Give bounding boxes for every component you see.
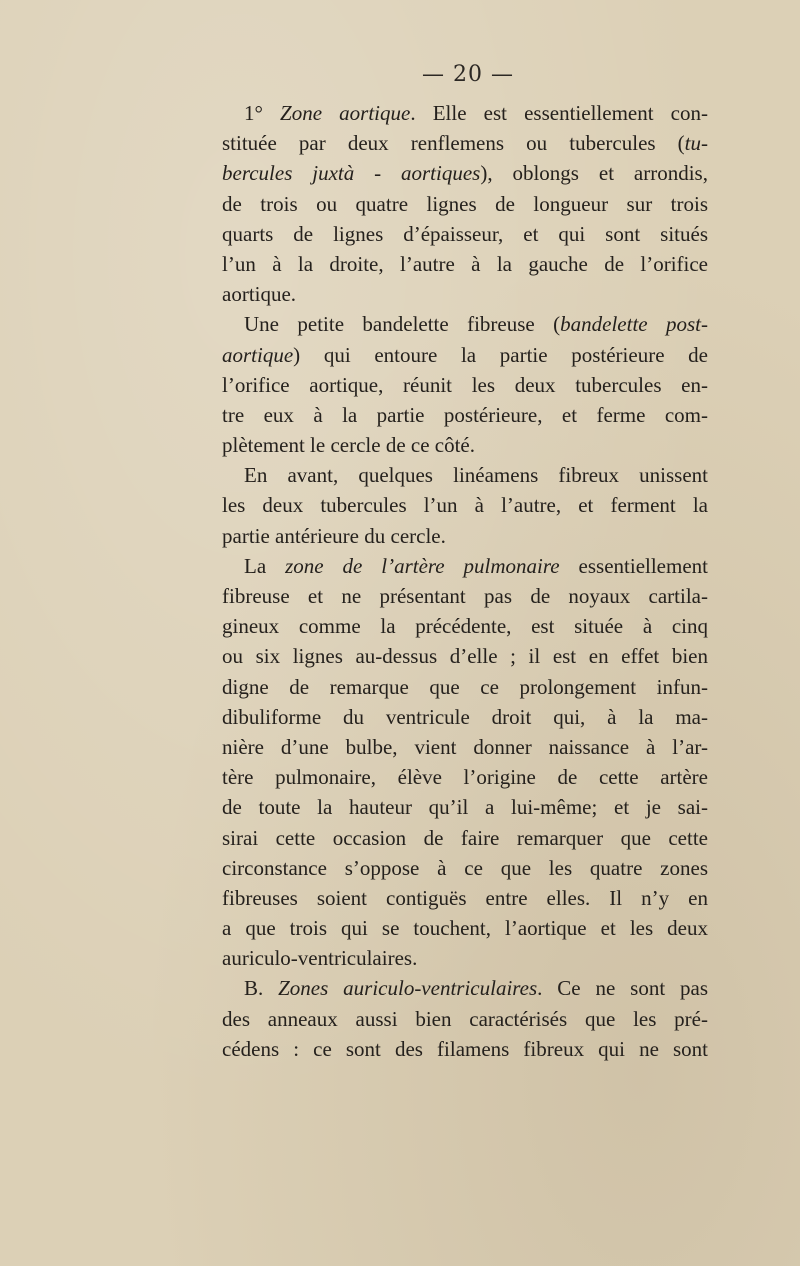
text-segment: sirai cette occasion de faire remarquer que cette	[222, 825, 708, 850]
text-line	[222, 672, 708, 702]
text-line	[222, 823, 708, 853]
body-text	[222, 98, 708, 1064]
paragraph	[222, 460, 708, 551]
text-segment: gineux comme la précédente, est située à cinq	[222, 614, 708, 639]
text-line	[222, 189, 708, 219]
text-line	[222, 460, 708, 490]
text-segment: dibuliforme du ventricule droit qui, à la ma-	[222, 704, 708, 729]
text-line	[222, 128, 708, 158]
text-line	[222, 340, 708, 370]
text-segment: stituée par deux renflemens ou tubercules (	[222, 131, 685, 156]
text-segment: 1°	[244, 101, 281, 125]
text-line	[222, 158, 708, 188]
text-segment: digne de remarque que ce prolongement infun-	[222, 674, 708, 699]
text-segment: ou six lignes au-dessus d’elle ; il est en effet bien	[222, 644, 708, 669]
text-line	[222, 943, 708, 973]
text-line	[222, 309, 708, 339]
text-segment: des anneaux aussi bien caractérisés que les pré-	[222, 1006, 708, 1031]
text-segment: partie antérieure du cercle.	[222, 523, 446, 548]
text-segment: auriculo-ventriculaires.	[222, 946, 418, 971]
text-line	[222, 430, 708, 460]
text-segment: fibreuses soient contiguës entre elles. Il n’y en	[222, 885, 708, 910]
italic-segment: zone de l’artère pulmonaire	[285, 553, 560, 578]
text-line	[222, 1004, 708, 1034]
text-line	[222, 521, 708, 551]
text-segment: ) qui entoure la partie postérieure de	[293, 342, 708, 367]
text-segment: circonstance s’oppose à ce que les quatre zones	[222, 855, 708, 880]
text-segment: En avant, quelques linéamens fibreux unissent	[244, 463, 708, 488]
paragraph	[222, 551, 708, 974]
text-segment: de trois ou quatre lignes de longueur sur trois	[222, 191, 708, 216]
italic-segment: tu-	[684, 131, 708, 156]
text-segment: Une petite bandelette fibreuse (	[244, 312, 561, 337]
text-segment: . Ce ne sont pas	[537, 976, 708, 1001]
text-segment: les deux tubercules l’un à l’autre, et ferment la	[222, 493, 708, 518]
text-line	[222, 581, 708, 611]
text-line	[222, 400, 708, 430]
text-line	[222, 98, 708, 128]
text-segment: tère pulmonaire, élève l’origine de cette artère	[222, 765, 708, 790]
text-line	[222, 641, 708, 671]
text-line	[222, 913, 708, 943]
text-segment: B.	[244, 976, 279, 1001]
italic-segment: Zone aortique	[280, 101, 411, 125]
italic-segment: bercules juxtà - aortiques	[222, 161, 481, 186]
text-segment: a que trois qui se touchent, l’aortique et les deux	[222, 916, 708, 941]
italic-segment: Zones auriculo-ventriculaires	[278, 976, 538, 1001]
page-number: — 20 —	[422, 62, 514, 87]
text-segment: quarts de lignes d’épaisseur, et qui sont situés	[222, 221, 708, 246]
text-segment: de toute la hauteur qu’il a lui-même; et je sai-	[222, 795, 708, 820]
text-line	[222, 551, 708, 581]
paragraph	[222, 309, 708, 460]
text-line	[222, 732, 708, 762]
text-segment: La	[244, 553, 286, 578]
text-line	[222, 762, 708, 792]
paragraph	[222, 973, 708, 1064]
text-segment: l’orifice aortique, réunit les deux tubercules en-	[222, 372, 708, 397]
text-segment: ), oblongs et arrondis,	[480, 161, 708, 186]
italic-segment: bandelette post-	[560, 312, 708, 337]
text-segment: essentiellement	[559, 553, 708, 578]
text-segment: cédens : ce sont des filamens fibreux qui ne sont	[222, 1036, 708, 1061]
text-line	[222, 702, 708, 732]
text-line	[222, 249, 708, 279]
text-line	[222, 792, 708, 822]
italic-segment: aortique	[222, 342, 294, 367]
text-segment: plètement le cercle de ce côté.	[222, 433, 476, 458]
text-segment: fibreuse et ne présentant pas de noyaux cartila-	[222, 584, 708, 608]
text-line	[222, 883, 708, 913]
text-segment: l’un à la droite, l’autre à la gauche de l’orifice	[222, 251, 708, 276]
text-line	[222, 219, 708, 249]
text-line	[222, 279, 708, 309]
text-segment: nière d’une bulbe, vient donner naissance à l’ar-	[222, 734, 708, 759]
text-segment: aortique.	[222, 282, 297, 307]
text-line	[222, 1034, 708, 1064]
text-line	[222, 490, 708, 520]
text-segment: tre eux à la partie postérieure, et ferme com-	[222, 402, 708, 427]
text-segment: . Elle est essentiellement con-	[410, 101, 708, 125]
text-line	[222, 853, 708, 883]
text-line	[222, 973, 708, 1003]
text-line	[222, 370, 708, 400]
paragraph	[222, 98, 708, 309]
text-line	[222, 611, 708, 641]
